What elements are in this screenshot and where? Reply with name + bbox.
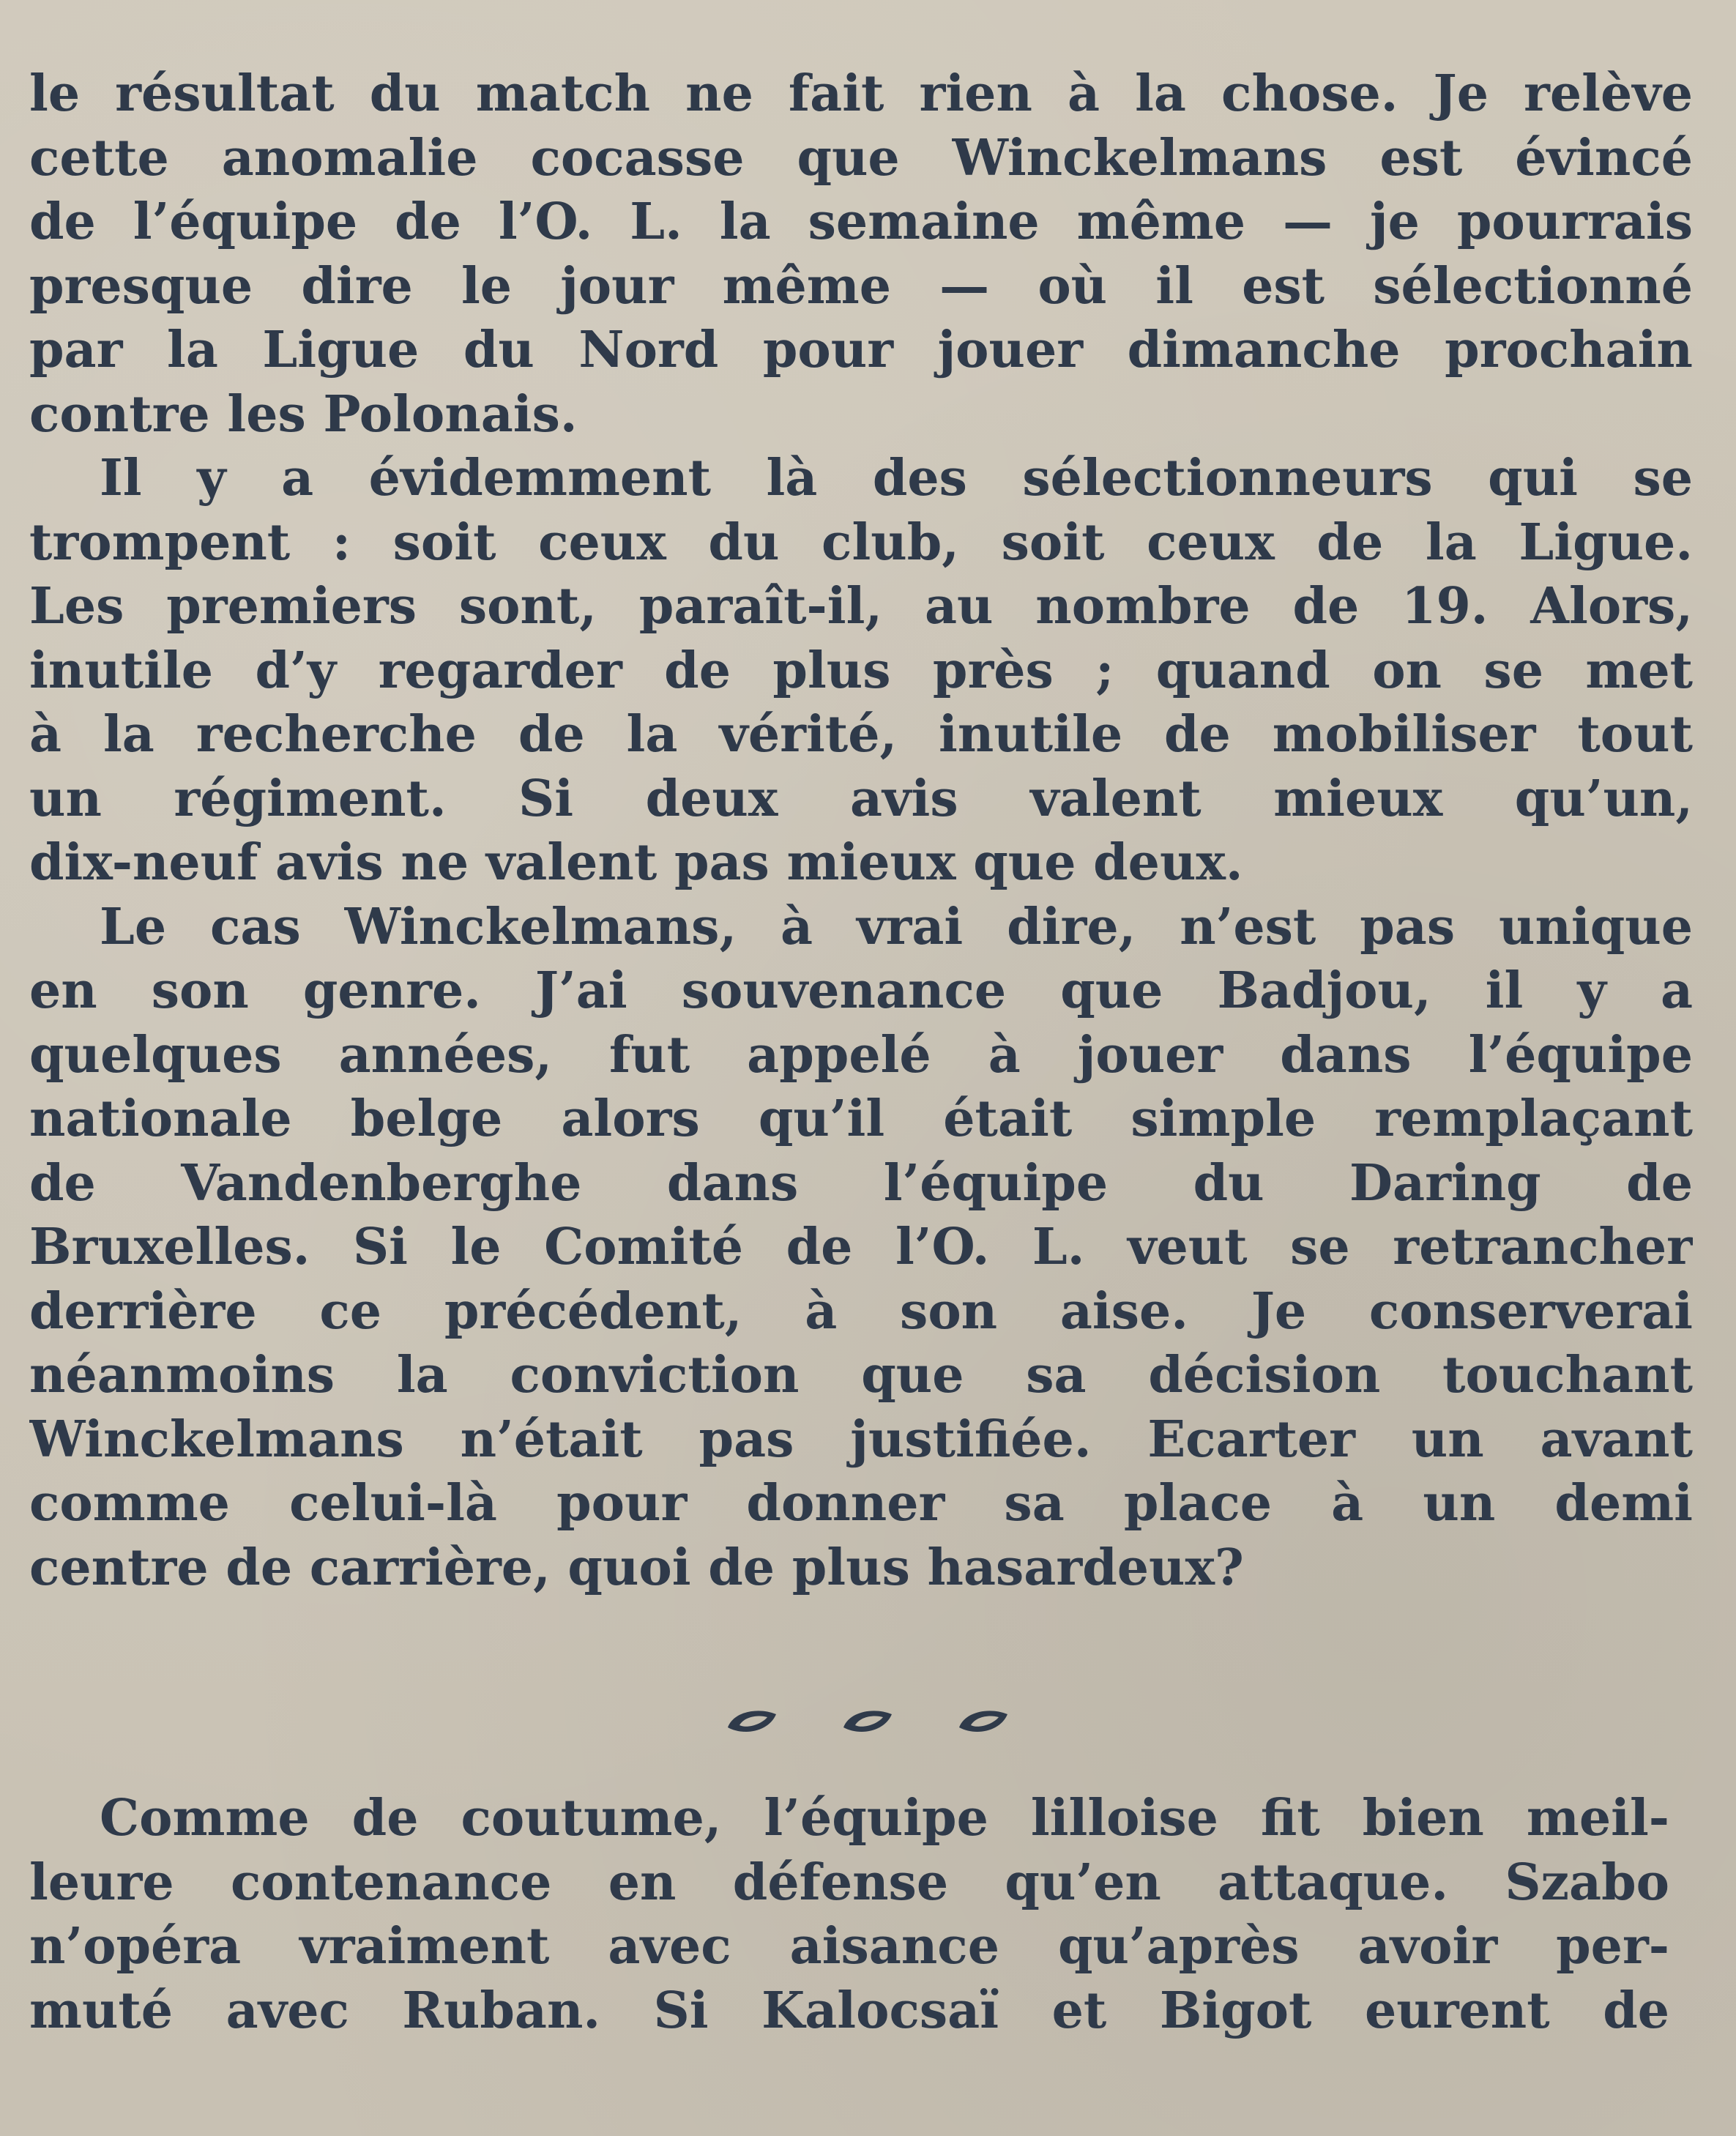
text-line: Le cas Winckelmans, à vrai dire, n’est pas unique bbox=[100, 897, 1693, 956]
text-line: dix-neuf avis ne valent pas mieux que deux. bbox=[29, 833, 1243, 892]
ornament-icon bbox=[955, 1703, 1013, 1739]
text-line: quelques années, fut appelé à jouer dans l’équipe bbox=[29, 1025, 1693, 1084]
paragraph-4 bbox=[29, 1787, 1669, 2043]
text-line: de l’équipe de l’O. L. la semaine même — je pourrais bbox=[29, 193, 1693, 251]
text-line: néanmoins la conviction que sa décision touchant bbox=[29, 1346, 1693, 1404]
text-line: le résultat du match ne fait rien à la chose. Je relève bbox=[29, 64, 1693, 123]
text-line: contre les Polonais. bbox=[29, 384, 578, 444]
text-line: Winckelmans n’était pas justifiée. Ecarter un avant bbox=[29, 1410, 1693, 1469]
text-line: en son genre. J’ai souvenance que Badjou, il y a bbox=[29, 961, 1693, 1020]
text-line: Comme de coutume, l’équipe lilloise fit bien meil- bbox=[100, 1789, 1669, 1847]
text-line: comme celui-là pour donner sa place à un demi bbox=[29, 1474, 1693, 1533]
paragraph-2 bbox=[29, 447, 1693, 896]
text-line: muté avec Ruban. Si Kalocsaï et Bigot eurent de bbox=[29, 1981, 1669, 2040]
text-line: centre de carrière, quoi de plus hasardeux? bbox=[29, 1538, 1244, 1597]
text-line: un régiment. Si deux avis valent mieux qu’un, bbox=[29, 769, 1693, 828]
text-column bbox=[29, 62, 1693, 1600]
text-line: inutile d’y regarder de plus près ; quand on se met bbox=[29, 641, 1693, 700]
ornament-icon bbox=[839, 1703, 898, 1739]
paragraph-3 bbox=[29, 896, 1693, 1601]
text-column-continued bbox=[29, 1787, 1669, 2043]
text-line: trompent : soit ceux du club, soit ceux de la Ligue. bbox=[29, 513, 1693, 572]
text-line: n’opéra vraiment avec aisance qu’après avoir per- bbox=[29, 1917, 1669, 1976]
paragraph-1 bbox=[29, 62, 1693, 447]
text-line: presque dire le jour même — où il est sélectionné bbox=[29, 256, 1693, 316]
text-line: nationale belge alors qu’il était simple remplaçant bbox=[29, 1090, 1693, 1148]
text-line: Les premiers sont, paraît-il, au nombre de 19. Alors, bbox=[29, 577, 1693, 636]
text-line: Il y a évidemment là des sélectionneurs qui se bbox=[100, 449, 1693, 507]
text-line: cette anomalie cocasse que Winckelmans est évincé bbox=[29, 128, 1693, 187]
text-line: à la recherche de la vérité, inutile de mobiliser tout bbox=[29, 705, 1693, 764]
text-line: derrière ce précédent, à son aise. Je conserverai bbox=[29, 1281, 1693, 1341]
text-line: par la Ligue du Nord pour jouer dimanche prochain bbox=[29, 321, 1693, 379]
text-line: Bruxelles. Si le Comité de l’O. L. veut se retrancher bbox=[29, 1218, 1693, 1276]
section-separator bbox=[0, 1703, 1736, 1761]
text-line: de Vandenberghe dans l’équipe du Daring de bbox=[29, 1153, 1693, 1213]
ornament-icon bbox=[723, 1703, 782, 1739]
text-line: leure contenance en défense qu’en attaque. Szabo bbox=[29, 1853, 1669, 1912]
